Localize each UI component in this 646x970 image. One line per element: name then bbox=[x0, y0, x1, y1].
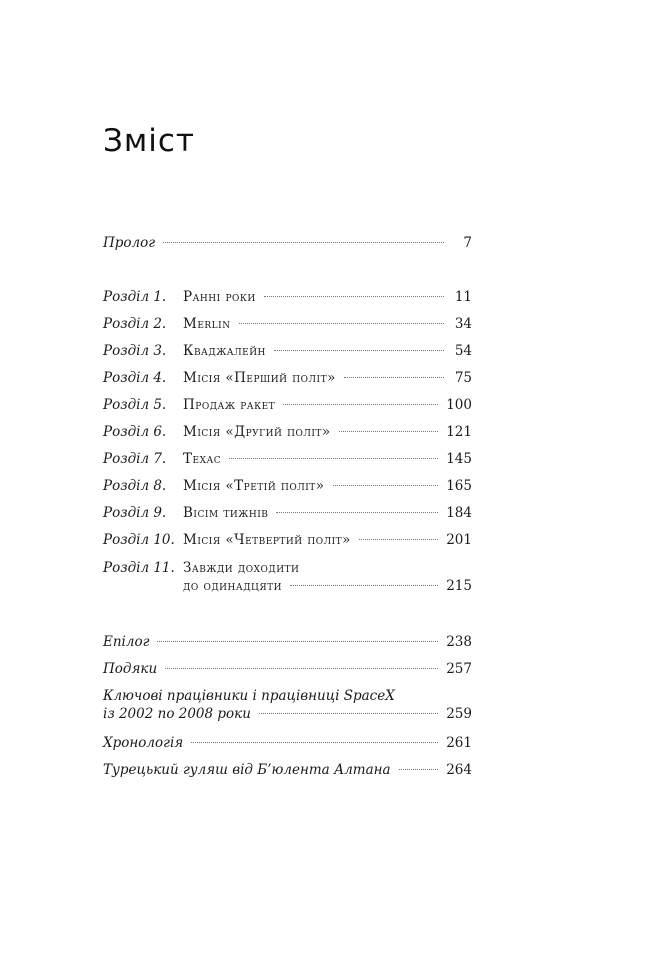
chapter-label: Розділ 1. bbox=[103, 289, 167, 305]
toc-entry-epilogue[interactable] bbox=[103, 633, 472, 651]
dot-leader bbox=[229, 458, 438, 459]
page-number: 11 bbox=[454, 289, 472, 305]
chapter-title: Кваджалейн bbox=[183, 343, 266, 359]
page-number: 201 bbox=[446, 532, 472, 548]
toc-entry-chapter-1[interactable] bbox=[103, 288, 472, 306]
toc-entry-key-employees[interactable] bbox=[103, 687, 472, 723]
toc-entry-chapter-3[interactable] bbox=[103, 342, 472, 360]
dot-leader bbox=[191, 742, 438, 743]
page-number: 7 bbox=[463, 235, 472, 251]
chapter-label: Розділ 7. bbox=[103, 451, 167, 467]
dot-leader bbox=[399, 769, 439, 770]
dot-leader bbox=[165, 668, 438, 669]
toc-entry-turkish-goulash[interactable] bbox=[103, 761, 472, 779]
page-number: 257 bbox=[446, 661, 472, 677]
dot-leader bbox=[239, 323, 444, 324]
dot-leader bbox=[259, 713, 438, 714]
chapter-label: Розділ 3. bbox=[103, 343, 167, 359]
toc-entry-chapter-4[interactable] bbox=[103, 369, 472, 387]
toc-entry-chapter-7[interactable] bbox=[103, 450, 472, 468]
toc-entry-chapter-6[interactable] bbox=[103, 423, 472, 441]
page-number: 259 bbox=[446, 706, 472, 722]
toc-entry-chapter-11[interactable] bbox=[103, 559, 472, 597]
entry-label-line-2: із 2002 по 2008 роки bbox=[103, 706, 251, 722]
chapter-label: Розділ 10. bbox=[103, 532, 175, 548]
chapter-label: Розділ 6. bbox=[103, 424, 167, 440]
toc-entry-chapter-2[interactable] bbox=[103, 315, 472, 333]
dot-leader bbox=[264, 296, 444, 297]
dot-leader bbox=[290, 585, 438, 586]
chapter-title: Місія «Третій політ» bbox=[183, 478, 325, 494]
entry-label: Пролог bbox=[103, 235, 156, 251]
dot-leader bbox=[276, 512, 438, 513]
toc-entry-chronology[interactable] bbox=[103, 734, 472, 752]
chapter-title-line-2: до одинадцяти bbox=[183, 578, 282, 594]
toc-entry-acknowledgements[interactable] bbox=[103, 660, 472, 678]
page-number: 261 bbox=[446, 735, 472, 751]
page-number: 264 bbox=[446, 762, 472, 778]
page-number: 54 bbox=[454, 343, 472, 359]
page-number: 238 bbox=[446, 634, 472, 650]
chapter-label: Розділ 11. bbox=[103, 560, 175, 576]
dot-leader bbox=[344, 377, 444, 378]
dot-leader bbox=[274, 350, 444, 351]
toc-entry-chapter-5[interactable] bbox=[103, 396, 472, 414]
page-number: 100 bbox=[446, 397, 472, 413]
toc-entry-chapter-9[interactable] bbox=[103, 504, 472, 522]
chapter-label: Розділ 8. bbox=[103, 478, 167, 494]
page-number: 121 bbox=[446, 424, 472, 440]
chapter-title: Вісім тижнів bbox=[183, 505, 269, 521]
entry-label: Подяки bbox=[103, 661, 158, 677]
chapter-title: Місія «Четвертий політ» bbox=[183, 532, 351, 548]
dot-leader bbox=[157, 641, 438, 642]
entry-label-line-1: Ключові працівники і працівниці SpaceX bbox=[103, 688, 395, 704]
entry-label: Турецький гуляш від Б’юлента Алтана bbox=[103, 762, 391, 778]
toc-entry-prologue[interactable] bbox=[103, 234, 472, 252]
entry-label: Хронологія bbox=[103, 735, 184, 751]
page-number: 75 bbox=[454, 370, 472, 386]
page-number: 34 bbox=[454, 316, 472, 332]
dot-leader bbox=[333, 485, 439, 486]
page-title: Зміст bbox=[103, 123, 195, 159]
page-number: 215 bbox=[446, 578, 472, 594]
page-number: 145 bbox=[446, 451, 472, 467]
chapter-label: Розділ 5. bbox=[103, 397, 167, 413]
chapter-title: Merlin bbox=[183, 316, 231, 332]
chapter-title: Місія «Перший політ» bbox=[183, 370, 336, 386]
chapter-title-line-1: Завжди доходити bbox=[183, 560, 300, 576]
chapter-label: Розділ 4. bbox=[103, 370, 167, 386]
chapter-title: Місія «Другий політ» bbox=[183, 424, 331, 440]
page-number: 165 bbox=[446, 478, 472, 494]
toc-entry-chapter-10[interactable] bbox=[103, 531, 472, 549]
toc-entry-chapter-8[interactable] bbox=[103, 477, 472, 495]
entry-label: Епілог bbox=[103, 634, 150, 650]
page-number: 184 bbox=[446, 505, 472, 521]
chapter-label: Розділ 9. bbox=[103, 505, 167, 521]
chapter-label: Розділ 2. bbox=[103, 316, 167, 332]
chapter-title: Техас bbox=[183, 451, 222, 467]
chapter-title: Продаж ракет bbox=[183, 397, 276, 413]
chapter-title: Ранні роки bbox=[183, 289, 256, 305]
dot-leader bbox=[283, 404, 438, 405]
dot-leader bbox=[339, 431, 439, 432]
dot-leader bbox=[163, 242, 444, 243]
dot-leader bbox=[359, 539, 438, 540]
